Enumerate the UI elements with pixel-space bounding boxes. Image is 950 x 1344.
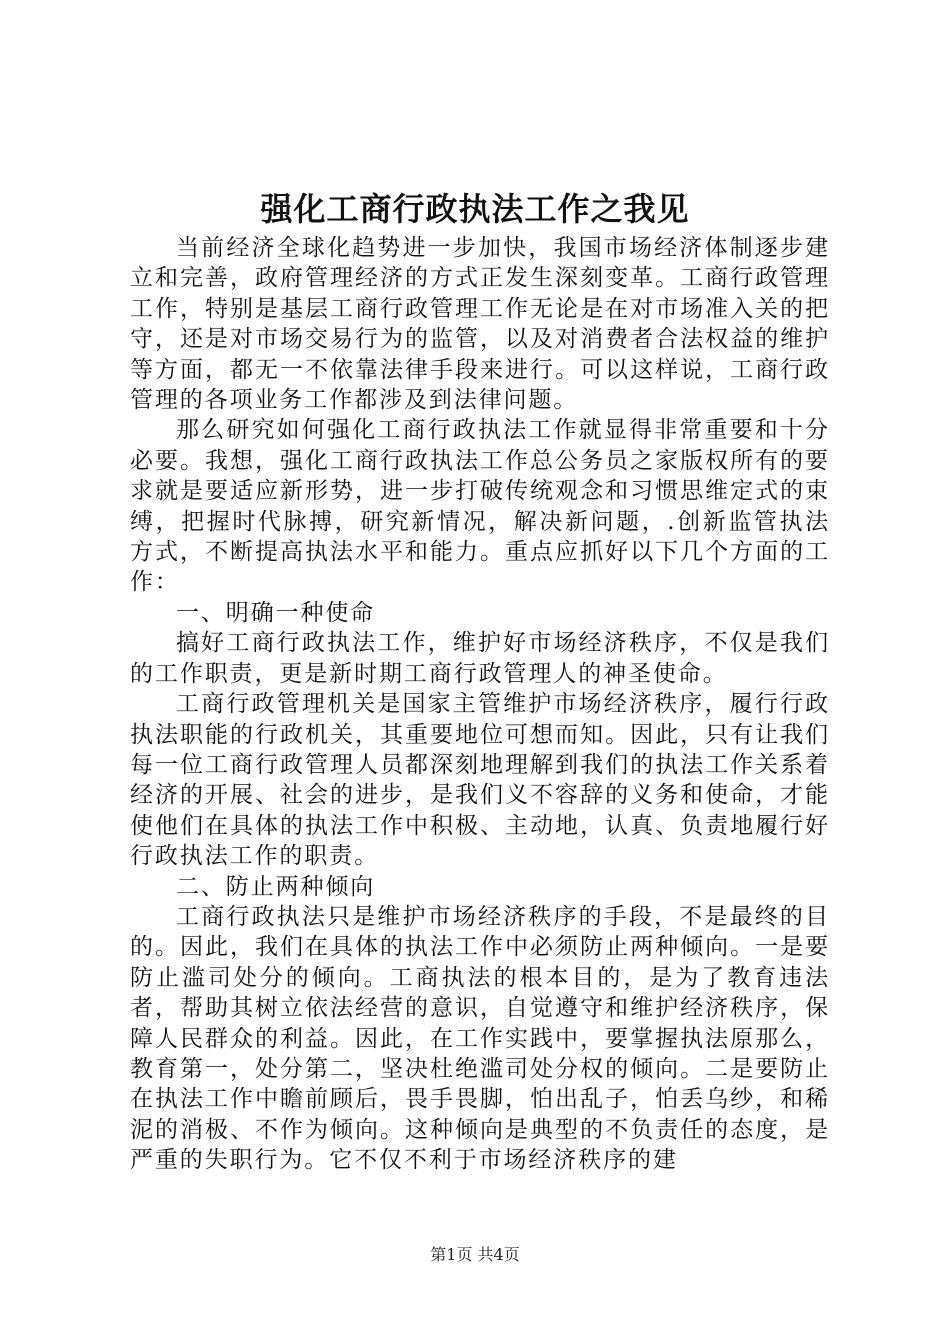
paragraph-tendencies: 工商行政执法只是维护市场经济秩序的手段，不是最终的目的。因此，我们在具体的执法工作中必须防止两种倾向。一是要防止滥司处分的倾向。工商执法的根本目的，是为了教育违法者，帮助其树立依法经营的意识，自觉遵守和维护经济秩序，保障人民群众的利益。因此，在工作实践中，要掌握执法原那么，教育第一，处分第二，坚决杜绝滥司处分权的倾向。二是要防止在执法工作中瞻前顾后，畏手畏脚，怕出乱子，怕丢乌纱，和稀泥的消极、不作为倾向。这种倾向是典型的不负责任的态度，是严重的失职行为。它不仅不利于市场经济秩序的建 bbox=[130, 903, 830, 1174]
paragraph-intro: 当前经济全球化趋势进一步加快，我国市场经济体制逐步建立和完善，政府管理经济的方式正发生深刻变革。工商行政管理工作，特别是基层工商行政管理工作无论是在对市场准入关的把守，还是对市场交易行为的监管，以及对消费者合法权益的维护等方面，都无一不依靠法律手段来进行。可以这样说，工商行政管理的各项业务工作都涉及到法律问题。 bbox=[130, 235, 830, 414]
paragraph-research: 那么研究如何强化工商行政执法工作就显得非常重要和十分必要。我想，强化工商行政执法工作总公务员之家版权所有的要求就是要适应新形势，进一步打破传统观念和习惯思维定式的束缚，把握时代脉搏，研究新情况，解决新问题，.创新监管执法方式，不断提高执法水平和能力。重点应抓好以下几个方面的工作： bbox=[130, 417, 830, 596]
document-title: 强化工商行政执法工作之我见 bbox=[260, 190, 690, 228]
document-body bbox=[130, 233, 830, 1176]
section-heading-one: 一、明确一种使命 bbox=[176, 599, 376, 626]
page-number-footer: 第1页 共4页 bbox=[430, 1245, 520, 1264]
section-heading-two: 二、防止两种倾向 bbox=[176, 873, 376, 900]
paragraph-mission: 搞好工商行政执法工作，维护好市场经济秩序，不仅是我们的工作职责，更是新时期工商行政管理人的神圣使命。 bbox=[130, 630, 830, 687]
paragraph-agency: 工商行政管理机关是国家主管维护市场经济秩序，履行行政执法职能的行政机关，其重要地位可想而知。因此，只有让我们每一位工商行政管理人员都深刻地理解到我们的执法工作关系着经济的开展、社会的进步，是我们义不容辞的义务和使命，才能使他们在具体的执法工作中积极、主动地，认真、负责地履行好行政执法工作的职责。 bbox=[130, 691, 830, 870]
